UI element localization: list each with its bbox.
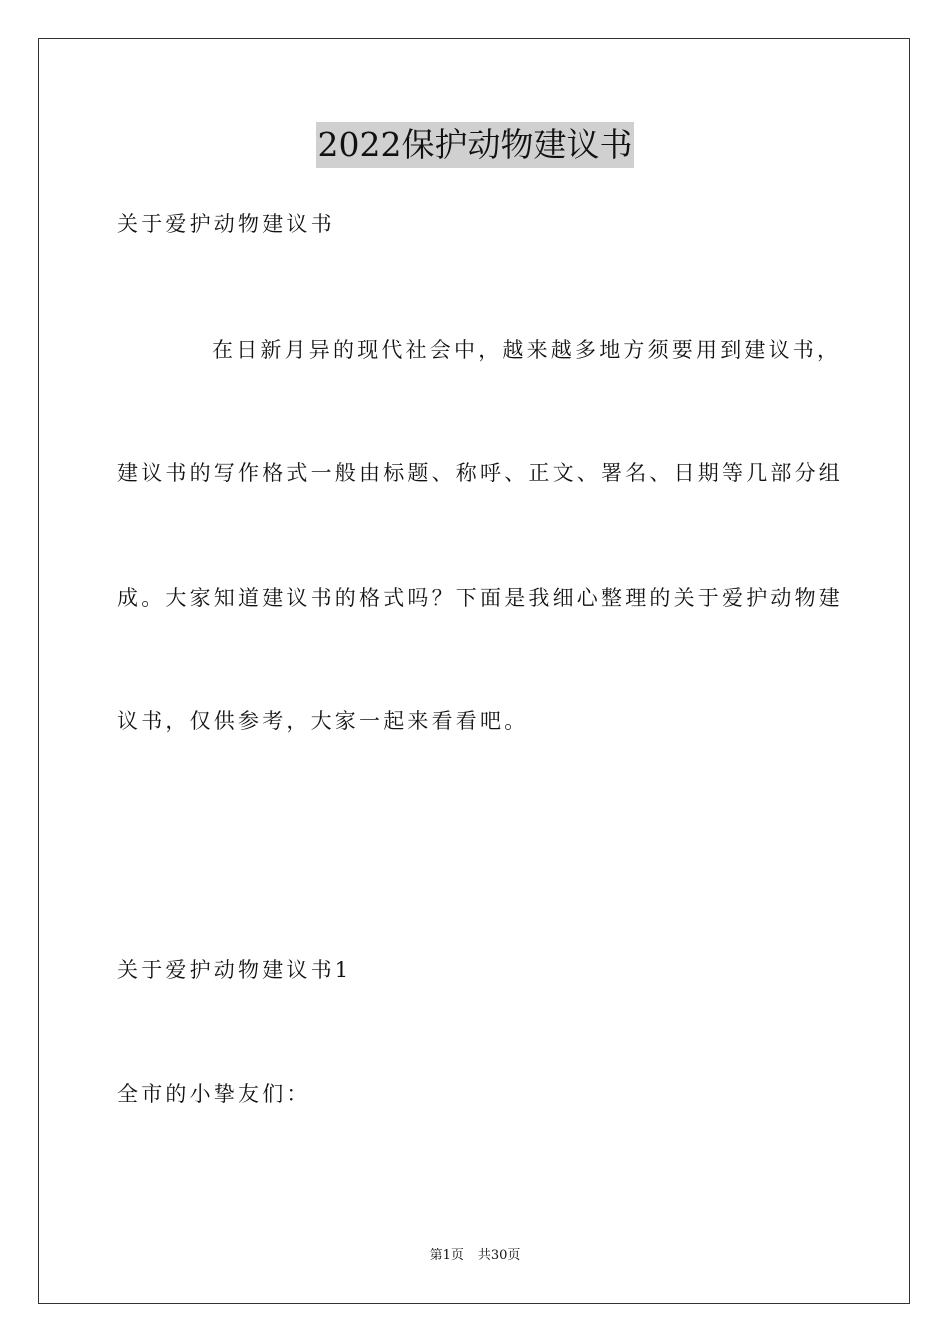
paragraph-line-3: 成。大家知道建议书的格式吗？下面是我细心整理的关于爱护动物建 bbox=[117, 586, 843, 610]
document-title: 2022保护动物建议书 bbox=[316, 122, 635, 168]
subtitle-line: 关于爱护动物建议书 bbox=[117, 212, 335, 236]
page-total: 共30页 bbox=[477, 1248, 521, 1263]
salutation-line: 全市的小挚友们： bbox=[117, 1082, 311, 1106]
paragraph-line-2: 建议书的写作格式一般由标题、称呼、正文、署名、日期等几部分组 bbox=[117, 461, 843, 485]
page-number: 第1页 bbox=[429, 1248, 464, 1263]
paragraph-line-1: 在日新月异的现代社会中，越来越多地方须要用到建议书， bbox=[212, 338, 842, 362]
section-heading: 关于爱护动物建议书1 bbox=[117, 958, 352, 982]
page-footer bbox=[0, 1247, 950, 1265]
paragraph-line-4: 议书，仅供参考，大家一起来看看吧。 bbox=[117, 709, 529, 733]
title-container bbox=[0, 122, 950, 168]
